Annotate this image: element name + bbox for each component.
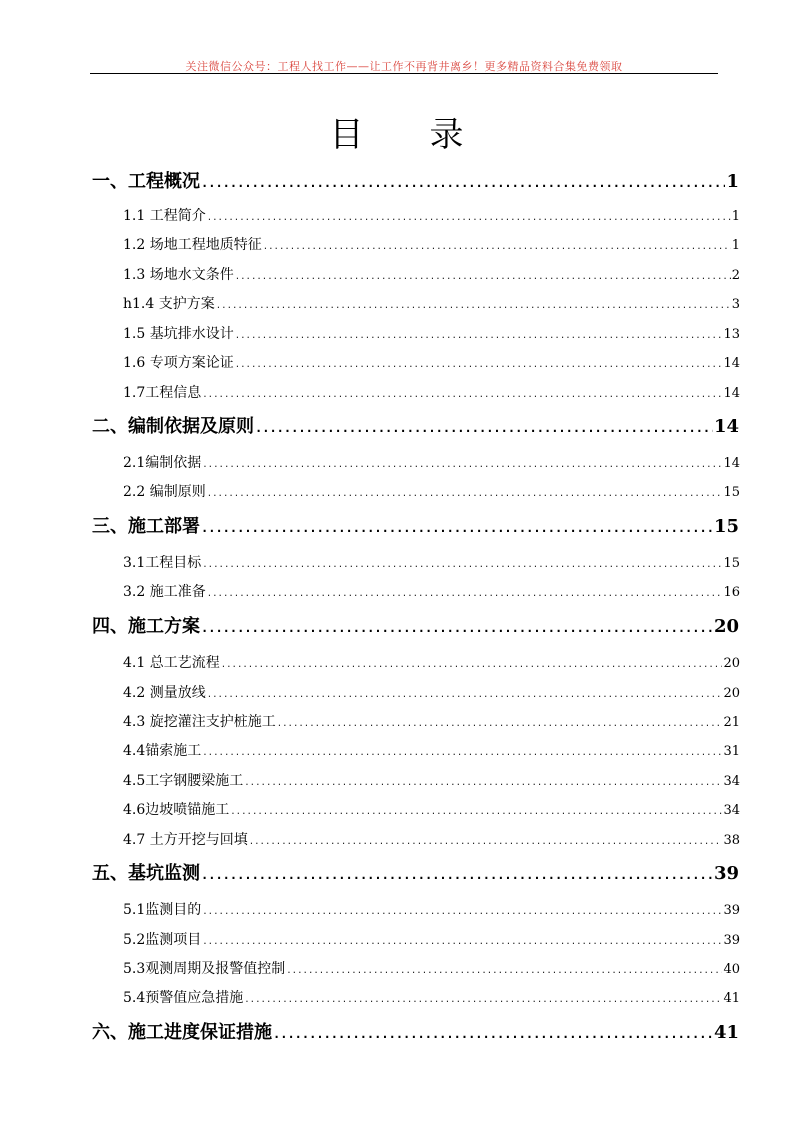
toc-page-number: 21 <box>723 715 740 730</box>
toc-section-entry[interactable] <box>123 741 740 763</box>
toc-dot-leader <box>202 902 722 922</box>
toc-entry-label: 4.6边坡喷锚施工 <box>123 802 230 818</box>
toc-entry-label: h1.4 支护方案 <box>123 296 215 312</box>
toc-entry-label: 四、施工方案 <box>92 616 200 637</box>
toc-dot-leader <box>244 990 722 1010</box>
toc-page-number: 16 <box>723 585 740 600</box>
toc-page-number: 20 <box>723 656 740 671</box>
toc-page-number: 14 <box>723 456 740 471</box>
toc-dot-leader <box>235 326 723 346</box>
toc-entry-label: 4.3 旋挖灌注支护桩施工 <box>123 714 276 730</box>
toc-entry-label: 3.2 施工准备 <box>123 584 206 600</box>
toc-section-entry[interactable] <box>123 959 740 981</box>
toc-dot-leader <box>201 616 713 640</box>
toc-dot-leader <box>207 685 723 705</box>
toc-chapter-entry[interactable] <box>92 1021 739 1046</box>
toc-section-entry[interactable] <box>123 683 740 705</box>
toc-dot-leader <box>202 455 722 475</box>
toc-dot-leader <box>273 1022 713 1046</box>
header-notice: 关注微信公众号：工程人找工作——让工作不再背井离乡！更多精品资料合集免费领取 <box>185 60 623 73</box>
toc-dot-leader <box>201 863 713 887</box>
toc-entry-label: 1.6 专项方案论证 <box>123 355 234 371</box>
toc-section-entry[interactable] <box>123 265 740 287</box>
toc-entry-label: 三、施工部署 <box>92 516 200 537</box>
toc-dot-leader <box>202 932 722 952</box>
toc-entry-label: 5.2监测项目 <box>123 932 202 948</box>
toc-page-number: 34 <box>723 803 740 818</box>
toc-page-number: 15 <box>713 516 739 537</box>
toc-page-number: 1 <box>731 209 740 224</box>
toc-dot-leader <box>235 355 723 375</box>
toc-page-number: 38 <box>723 833 740 848</box>
toc-page-number: 14 <box>723 356 740 371</box>
toc-dot-leader <box>249 832 723 852</box>
toc-page-number: 41 <box>713 1022 739 1043</box>
toc-section-entry[interactable] <box>123 930 740 952</box>
toc-entry-label: 六、施工进度保证措施 <box>92 1022 272 1043</box>
toc-dot-leader <box>216 296 731 316</box>
toc-section-entry[interactable] <box>123 582 740 604</box>
toc-dot-leader <box>244 773 722 793</box>
toc-entry-label: 4.7 土方开挖与回填 <box>123 832 248 848</box>
toc-dot-leader <box>263 237 731 257</box>
toc-chapter-entry[interactable] <box>92 170 739 195</box>
toc-chapter-entry[interactable] <box>92 415 739 440</box>
title-char-2: 录 <box>429 115 464 155</box>
toc-section-entry[interactable] <box>123 383 740 405</box>
toc-dot-leader <box>207 208 731 228</box>
toc-section-entry[interactable] <box>123 294 740 316</box>
toc-entry-label: 3.1工程目标 <box>123 555 202 571</box>
toc-page-number: 1 <box>731 238 740 253</box>
toc-section-entry[interactable] <box>123 324 740 346</box>
toc-entry-label: 1.5 基坑排水设计 <box>123 326 234 342</box>
toc-dot-leader <box>201 516 713 540</box>
toc-section-entry[interactable] <box>123 653 740 675</box>
toc-page-number: 39 <box>723 903 740 918</box>
toc-page-number: 14 <box>713 416 739 437</box>
toc-entry-label: 2.2 编制原则 <box>123 484 206 500</box>
toc-page-number: 39 <box>713 863 739 884</box>
toc-entry-label: 一、工程概况 <box>92 171 200 192</box>
toc-page-number: 20 <box>723 686 740 701</box>
toc-entry-label: 4.1 总工艺流程 <box>123 655 220 671</box>
toc-dot-leader <box>202 743 722 763</box>
toc-page-number: 3 <box>731 297 740 312</box>
toc-entry-label: 2.1编制依据 <box>123 455 202 471</box>
toc-entry-label: 5.3观测周期及报警值控制 <box>123 961 286 977</box>
toc-page-number: 39 <box>723 933 740 948</box>
toc-dot-leader <box>230 802 722 822</box>
toc-page-number: 31 <box>723 744 740 759</box>
toc-dot-leader <box>235 267 731 287</box>
toc-entry-label: 5.1监测目的 <box>123 902 202 918</box>
toc-section-entry[interactable] <box>123 553 740 575</box>
toc-page-number: 40 <box>723 962 740 977</box>
toc-dot-leader <box>255 416 713 440</box>
title-char-1: 目 <box>329 115 364 155</box>
toc-page-number: 2 <box>731 268 740 283</box>
toc-section-entry[interactable] <box>123 712 740 734</box>
toc-dot-leader <box>277 714 723 734</box>
toc-page-number: 13 <box>723 327 740 342</box>
toc-entry-label: 4.4锚索施工 <box>123 743 202 759</box>
toc-section-entry[interactable] <box>123 482 740 504</box>
toc-chapter-entry[interactable] <box>92 515 739 540</box>
toc-section-entry[interactable] <box>123 206 740 228</box>
toc-dot-leader <box>202 555 722 575</box>
toc-page-number: 1 <box>726 171 739 192</box>
toc-section-entry[interactable] <box>123 353 740 375</box>
toc-dot-leader <box>201 171 725 195</box>
toc-entry-label: 二、编制依据及原则 <box>92 416 254 437</box>
toc-entry-label: 1.1 工程简介 <box>123 208 206 224</box>
toc-entry-label: 4.2 测量放线 <box>123 685 206 701</box>
toc-section-entry[interactable] <box>123 800 740 822</box>
toc-section-entry[interactable] <box>123 900 740 922</box>
toc-section-entry[interactable] <box>123 453 740 475</box>
toc-section-entry[interactable] <box>123 830 740 852</box>
toc-entry-label: 1.2 场地工程地质特征 <box>123 237 262 253</box>
toc-page-number: 34 <box>723 774 740 789</box>
toc-page-number: 15 <box>723 556 740 571</box>
toc-dot-leader <box>207 584 723 604</box>
toc-page-number: 41 <box>723 991 740 1006</box>
toc-page-number: 20 <box>713 616 739 637</box>
toc-page-number: 15 <box>723 485 740 500</box>
toc-entry-label: 4.5工字钢腰梁施工 <box>123 773 244 789</box>
toc-entry-label: 5.4预警值应急措施 <box>123 990 244 1006</box>
toc-entry-label: 五、基坑监测 <box>92 863 200 884</box>
toc-section-entry[interactable] <box>123 771 740 793</box>
toc-page-number: 14 <box>723 386 740 401</box>
toc-chapter-entry[interactable] <box>92 862 739 887</box>
toc-dot-leader <box>207 484 723 504</box>
toc-section-entry[interactable] <box>123 988 740 1010</box>
toc-dot-leader <box>286 961 722 981</box>
toc-section-entry[interactable] <box>123 235 740 257</box>
toc-dot-leader <box>202 385 722 405</box>
toc-entry-label: 1.3 场地水文条件 <box>123 267 234 283</box>
toc-chapter-entry[interactable] <box>92 615 739 640</box>
toc-entry-label: 1.7工程信息 <box>123 385 202 401</box>
toc-dot-leader <box>221 655 723 675</box>
